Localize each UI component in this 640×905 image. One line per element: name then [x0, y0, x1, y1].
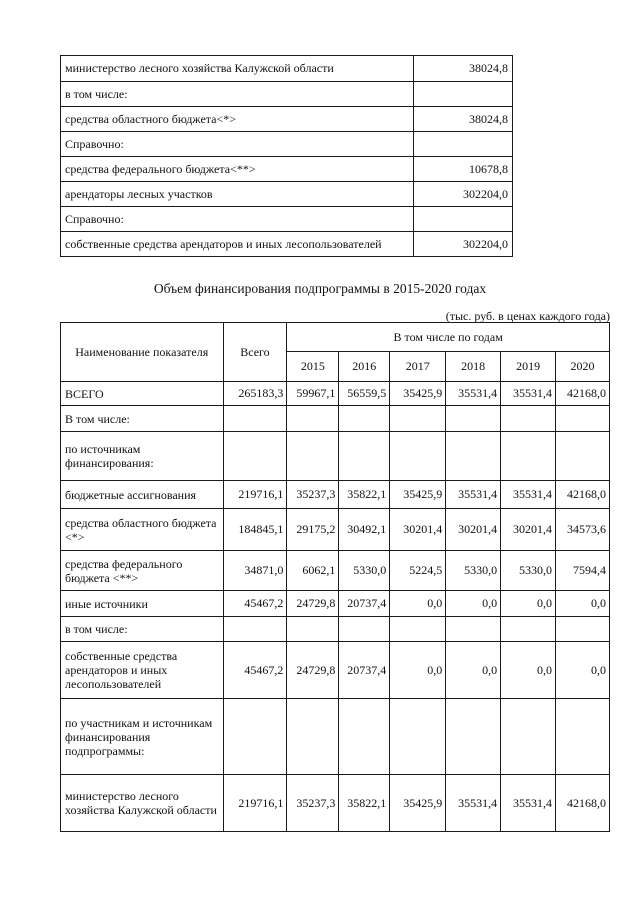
row-year-value	[446, 617, 501, 642]
row-year-value: 0,0	[501, 642, 556, 699]
row-year-value: 5224,5	[390, 551, 446, 591]
row-total	[223, 699, 287, 775]
summary-value	[414, 82, 513, 107]
row-label: средства областного бюджета <*>	[61, 509, 224, 551]
row-total: 184845,1	[223, 509, 287, 551]
header-year: 2018	[446, 352, 501, 382]
row-total: 45467,2	[223, 591, 287, 617]
table-row	[61, 699, 610, 775]
row-year-value: 20737,4	[339, 642, 390, 699]
table-row	[61, 591, 610, 617]
row-year-value: 0,0	[390, 642, 446, 699]
table-row	[61, 382, 610, 406]
summary-value: 38024,8	[414, 107, 513, 132]
header-total: Всего	[223, 323, 287, 382]
summary-value: 302204,0	[414, 182, 513, 207]
summary-label: Справочно:	[61, 132, 414, 157]
summary-value	[414, 207, 513, 232]
header-year: 2016	[339, 352, 390, 382]
financing-table	[60, 322, 610, 832]
row-year-value	[501, 617, 556, 642]
row-year-value: 24729,8	[287, 591, 339, 617]
table-row	[61, 481, 610, 509]
row-year-value: 0,0	[446, 591, 501, 617]
row-year-value	[556, 432, 610, 481]
row-year-value	[501, 406, 556, 432]
summary-row	[61, 107, 513, 132]
summary-row	[61, 232, 513, 257]
row-total	[223, 617, 287, 642]
table-row	[61, 432, 610, 481]
row-year-value: 59967,1	[287, 382, 339, 406]
row-year-value: 0,0	[556, 591, 610, 617]
summary-row	[61, 157, 513, 182]
row-year-value	[390, 699, 446, 775]
row-year-value: 0,0	[390, 591, 446, 617]
row-year-value: 0,0	[446, 642, 501, 699]
summary-value: 38024,8	[414, 56, 513, 82]
row-label: в том числе:	[61, 617, 224, 642]
units-note: (тыс. руб. в ценах каждого года)	[445, 309, 610, 323]
summary-row	[61, 56, 513, 82]
row-year-value	[556, 699, 610, 775]
row-year-value	[446, 432, 501, 481]
row-total: 219716,1	[223, 775, 287, 832]
row-year-value: 35531,4	[501, 382, 556, 406]
row-year-value: 35531,4	[446, 382, 501, 406]
header-years-group: В том числе по годам	[287, 323, 610, 352]
summary-label: арендаторы лесных участков	[61, 182, 414, 207]
summary-value	[414, 132, 513, 157]
row-year-value: 30201,4	[501, 509, 556, 551]
summary-value: 302204,0	[414, 232, 513, 257]
row-label: по участникам и источникам финансирования подпрограммы:	[61, 699, 224, 775]
table-row	[61, 642, 610, 699]
row-year-value: 35531,4	[501, 481, 556, 509]
row-year-value: 35531,4	[446, 481, 501, 509]
table-row	[61, 509, 610, 551]
row-year-value: 35531,4	[501, 775, 556, 832]
row-year-value	[390, 432, 446, 481]
row-year-value	[287, 699, 339, 775]
summary-label: Справочно:	[61, 207, 414, 232]
row-year-value: 35822,1	[339, 775, 390, 832]
header-name: Наименование показателя	[61, 323, 224, 382]
row-year-value: 42168,0	[556, 481, 610, 509]
row-year-value: 35425,9	[390, 775, 446, 832]
row-year-value	[339, 432, 390, 481]
section-title: Объем финансирования подпрограммы в 2015-2020 годах	[153, 281, 487, 296]
header-row	[61, 323, 610, 352]
summary-label: средства федерального бюджета<**>	[61, 157, 414, 182]
row-year-value	[501, 699, 556, 775]
row-year-value	[339, 406, 390, 432]
row-year-value: 42168,0	[556, 775, 610, 832]
table-row	[61, 617, 610, 642]
row-total: 34871,0	[223, 551, 287, 591]
row-total: 45467,2	[223, 642, 287, 699]
row-year-value	[501, 432, 556, 481]
row-year-value: 0,0	[501, 591, 556, 617]
row-year-value: 5330,0	[339, 551, 390, 591]
row-year-value: 6062,1	[287, 551, 339, 591]
row-year-value	[390, 406, 446, 432]
summary-row	[61, 182, 513, 207]
row-year-value	[390, 617, 446, 642]
row-year-value: 5330,0	[446, 551, 501, 591]
row-label: ВСЕГО	[61, 382, 224, 406]
row-year-value	[556, 617, 610, 642]
row-label: министерство лесного хозяйства Калужской области	[61, 775, 224, 832]
row-year-value: 35425,9	[390, 382, 446, 406]
row-year-value: 30201,4	[390, 509, 446, 551]
row-label: собственные средства арендаторов и иных лесопользователей	[61, 642, 224, 699]
row-label: по источникам финансирования:	[61, 432, 224, 481]
row-year-value: 24729,8	[287, 642, 339, 699]
row-year-value	[446, 406, 501, 432]
header-year: 2017	[390, 352, 446, 382]
row-label: средства федерального бюджета <**>	[61, 551, 224, 591]
row-year-value: 35822,1	[339, 481, 390, 509]
summary-row	[61, 82, 513, 107]
row-total: 265183,3	[223, 382, 287, 406]
header-year: 2015	[287, 352, 339, 382]
row-year-value: 30492,1	[339, 509, 390, 551]
summary-table	[60, 55, 513, 257]
row-total: 219716,1	[223, 481, 287, 509]
row-year-value: 5330,0	[501, 551, 556, 591]
row-year-value: 35531,4	[446, 775, 501, 832]
row-year-value: 56559,5	[339, 382, 390, 406]
row-label: В том числе:	[61, 406, 224, 432]
row-year-value: 35237,3	[287, 481, 339, 509]
summary-label: в том числе:	[61, 82, 414, 107]
row-year-value: 35237,3	[287, 775, 339, 832]
summary-value: 10678,8	[414, 157, 513, 182]
table-row	[61, 406, 610, 432]
row-year-value: 20737,4	[339, 591, 390, 617]
header-year: 2019	[501, 352, 556, 382]
row-year-value: 7594,4	[556, 551, 610, 591]
summary-label: средства областного бюджета<*>	[61, 107, 414, 132]
row-year-value	[287, 432, 339, 481]
row-year-value	[339, 617, 390, 642]
row-total	[223, 432, 287, 481]
row-year-value: 29175,2	[287, 509, 339, 551]
row-year-value: 35425,9	[390, 481, 446, 509]
summary-row	[61, 207, 513, 232]
row-label: иные источники	[61, 591, 224, 617]
table-row	[61, 551, 610, 591]
row-total	[223, 406, 287, 432]
row-year-value	[287, 617, 339, 642]
row-year-value: 34573,6	[556, 509, 610, 551]
row-year-value: 42168,0	[556, 382, 610, 406]
summary-row	[61, 132, 513, 157]
header-year: 2020	[556, 352, 610, 382]
summary-label: собственные средства арендаторов и иных лесопользователей	[61, 232, 414, 257]
row-year-value	[339, 699, 390, 775]
table-row	[61, 775, 610, 832]
row-year-value: 30201,4	[446, 509, 501, 551]
row-label: бюджетные ассигнования	[61, 481, 224, 509]
row-year-value	[287, 406, 339, 432]
row-year-value	[556, 406, 610, 432]
row-year-value: 0,0	[556, 642, 610, 699]
row-year-value	[446, 699, 501, 775]
summary-label: министерство лесного хозяйства Калужской области	[61, 56, 414, 82]
